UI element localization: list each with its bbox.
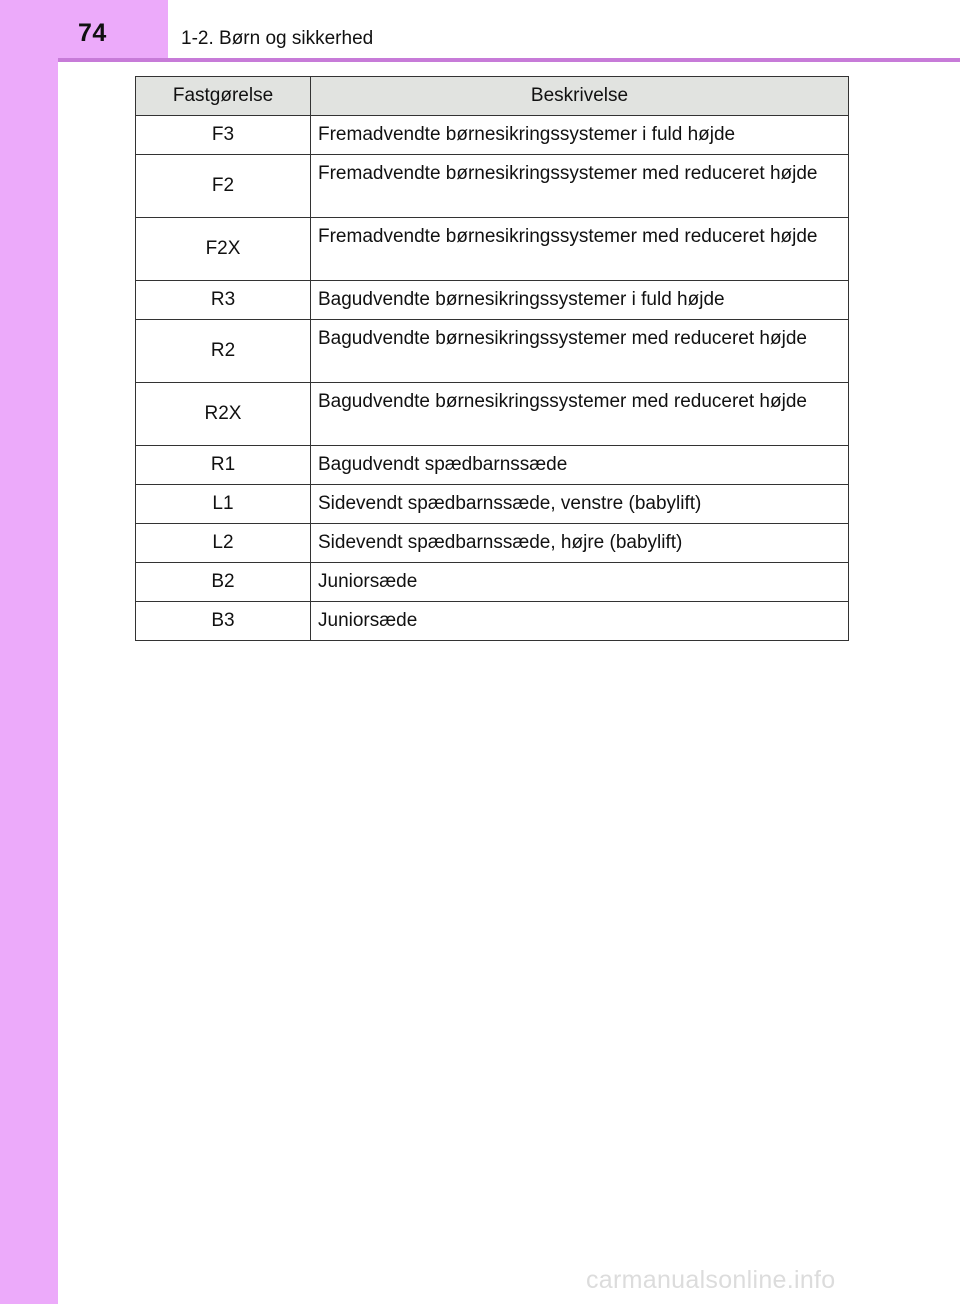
fixture-code: R1 [136, 446, 311, 485]
table-row [136, 218, 849, 281]
fixture-code: B3 [136, 602, 311, 641]
fixture-description: Juniorsæde [311, 563, 849, 602]
fixture-description: Bagudvendte børnesikringssystemer i fuld højde [311, 281, 849, 320]
table-row [136, 602, 849, 641]
page-number: 74 [78, 19, 107, 47]
table-row [136, 446, 849, 485]
column-header-beskrivelse: Beskrivelse [311, 77, 849, 116]
fixture-code: F2 [136, 155, 311, 218]
table-row [136, 116, 849, 155]
fixture-code: R3 [136, 281, 311, 320]
table-row [136, 281, 849, 320]
fixture-description: Fremadvendte børnesikringssystemer i fuld højde [311, 116, 849, 155]
fixture-description: Sidevendt spædbarnssæde, højre (babylift) [311, 524, 849, 563]
page-number-tab [58, 0, 168, 58]
table-row [136, 485, 849, 524]
column-header-fastgorelse: Fastgørelse [136, 77, 311, 116]
fixture-description: Juniorsæde [311, 602, 849, 641]
fixture-description: Fremadvendte børnesikringssystemer med reduceret højde [311, 218, 849, 281]
table-row [136, 524, 849, 563]
fixture-description: Fremadvendte børnesikringssystemer med reduceret højde [311, 155, 849, 218]
fixture-code: L2 [136, 524, 311, 563]
fixture-code: L1 [136, 485, 311, 524]
header-divider [58, 58, 960, 62]
fixture-description: Sidevendt spædbarnssæde, venstre (babylift) [311, 485, 849, 524]
watermark-text: carmanualsonline.info [586, 1266, 836, 1294]
fixture-table [135, 76, 849, 641]
fixture-description: Bagudvendte børnesikringssystemer med reduceret højde [311, 320, 849, 383]
fixture-description: Bagudvendte børnesikringssystemer med reduceret højde [311, 383, 849, 446]
fixture-code: F2X [136, 218, 311, 281]
fixture-code: R2 [136, 320, 311, 383]
section-title: 1-2. Børn og sikkerhed [181, 28, 374, 49]
table-row [136, 155, 849, 218]
fixture-code: F3 [136, 116, 311, 155]
fixture-description: Bagudvendt spædbarnssæde [311, 446, 849, 485]
side-color-band [0, 0, 58, 1304]
table-row [136, 383, 849, 446]
fixture-code: B2 [136, 563, 311, 602]
table-row [136, 320, 849, 383]
table-header-row [136, 77, 849, 116]
table-row [136, 563, 849, 602]
fixture-code: R2X [136, 383, 311, 446]
